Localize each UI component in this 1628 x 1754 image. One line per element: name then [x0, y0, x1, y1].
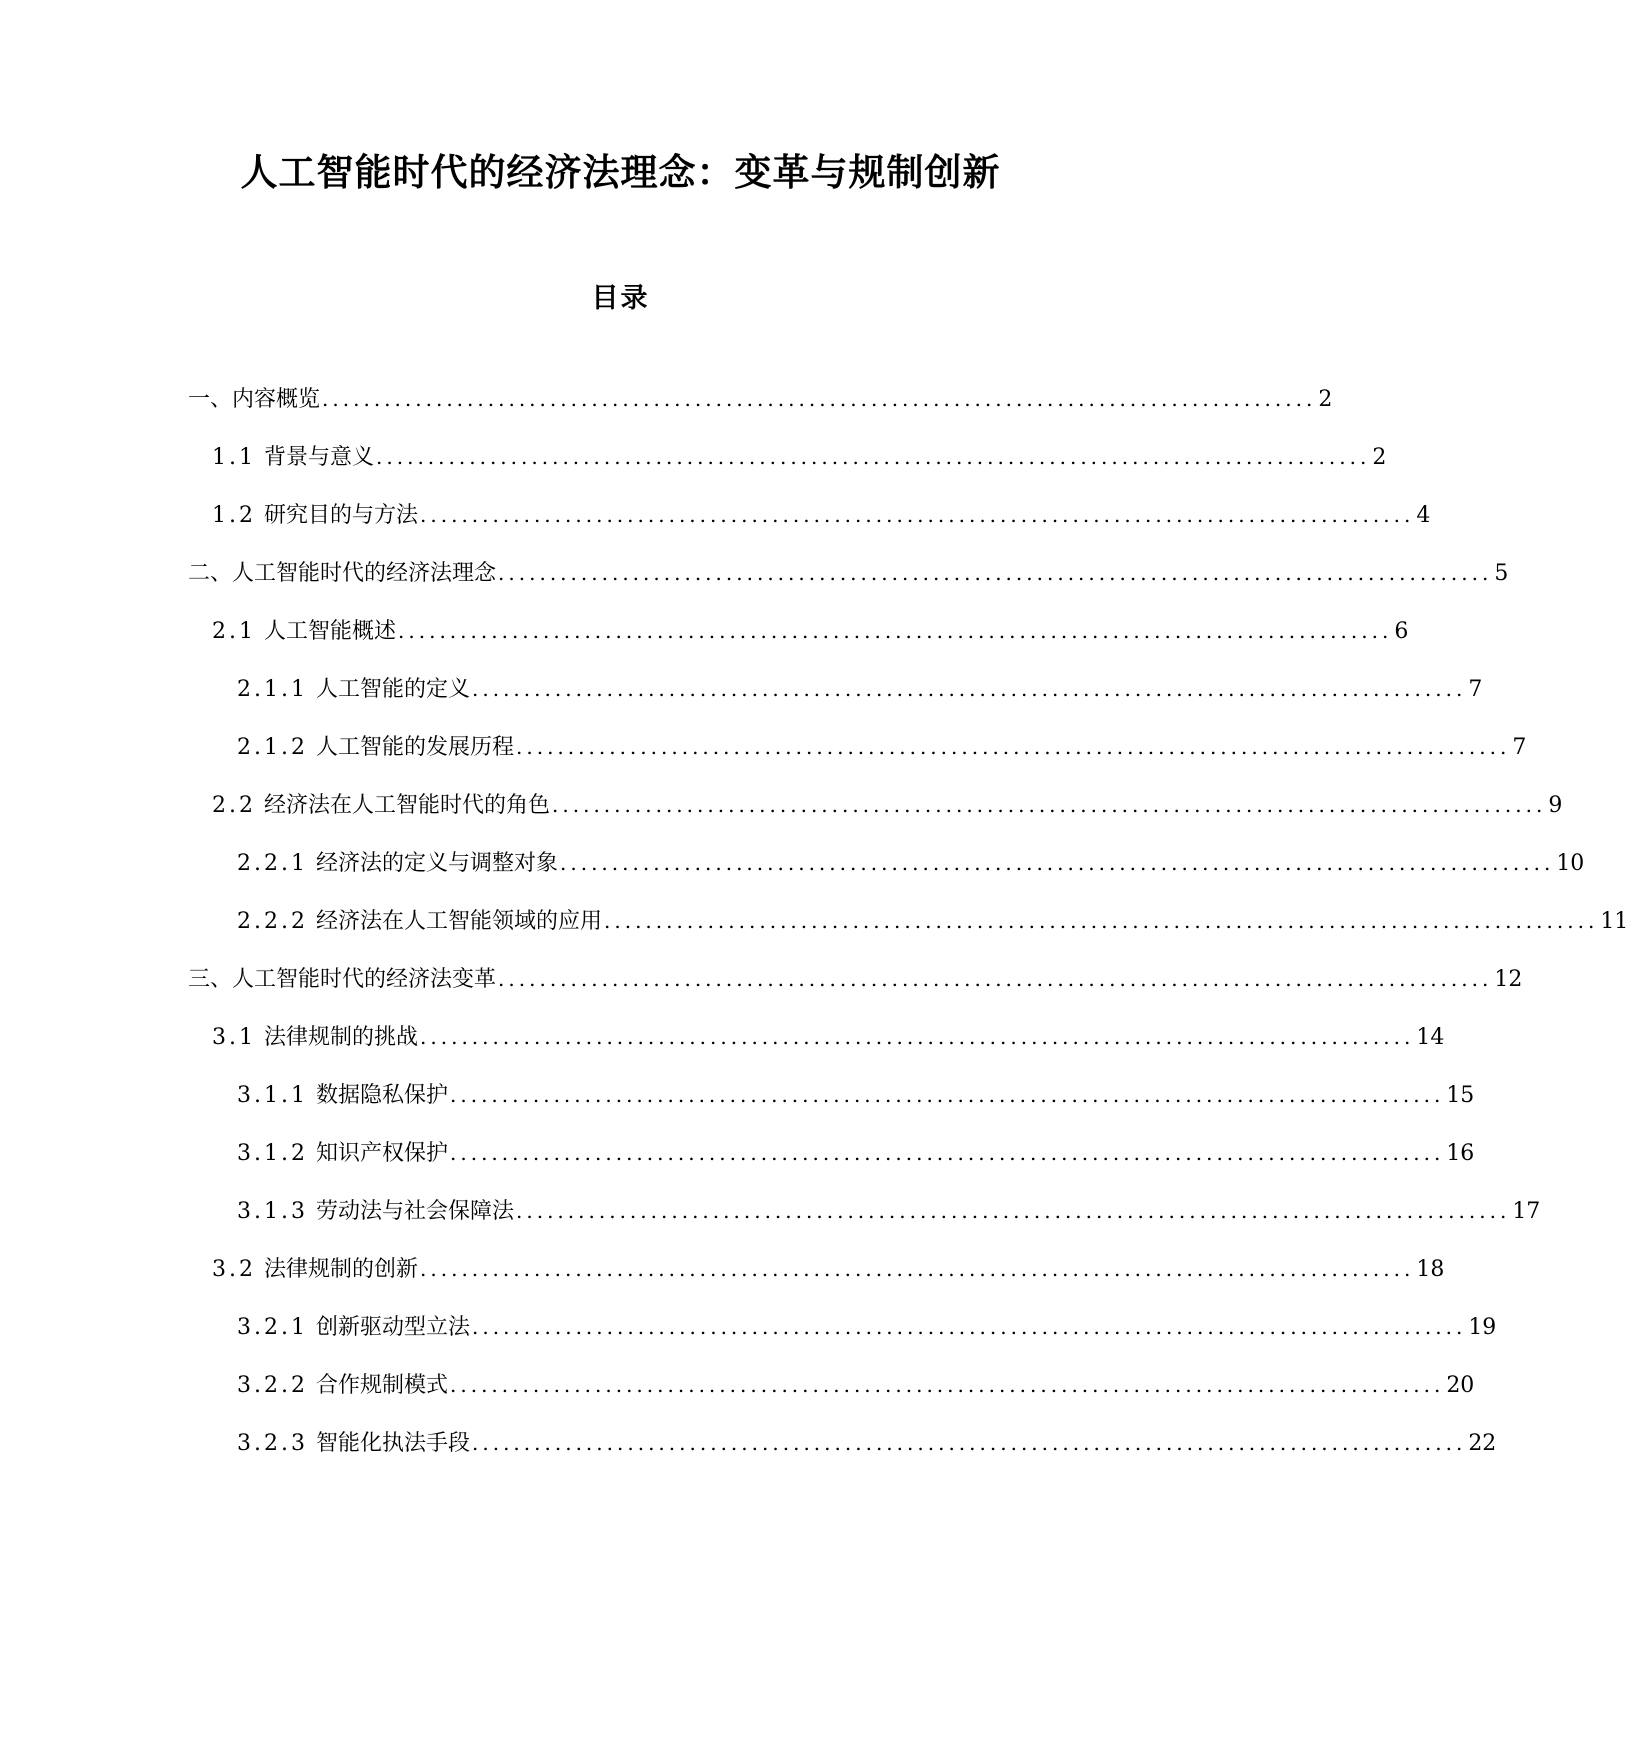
toc-entry-page: 6	[1394, 619, 1409, 644]
toc-entry[interactable]	[237, 1311, 1497, 1343]
toc-entry-number: 2.1.1	[237, 677, 308, 702]
toc-entry[interactable]	[212, 499, 1431, 531]
toc-entry-number: 1.1	[212, 445, 256, 470]
toc-entry-page: 9	[1548, 793, 1563, 818]
toc-entry-title: 劳动法与社会保障法	[315, 1199, 514, 1224]
toc-entry-title: 人工智能的发展历程	[315, 735, 514, 760]
toc-entry-number: 2.1	[212, 619, 256, 644]
toc-entry-title: 背景与意义	[264, 445, 375, 470]
dot-leader: ................................................................................................	[420, 1025, 1415, 1049]
toc-entry-title: 人工智能概述	[264, 619, 397, 644]
toc-entry-number: 3.2.2	[237, 1373, 308, 1398]
toc-entry-title: 经济法在人工智能领域的应用	[315, 909, 602, 934]
dot-leader: ................................................................................................	[322, 387, 1317, 411]
toc-entry-title: 内容概览	[232, 387, 321, 412]
toc-entry-page: 16	[1446, 1141, 1475, 1166]
toc-entry-title: 人工智能时代的经济法理念	[232, 561, 497, 586]
toc-entry[interactable]	[212, 789, 1563, 821]
toc-entry-page: 20	[1446, 1373, 1475, 1398]
toc-entry-number: 2.2.2	[237, 909, 308, 934]
toc-entry-number: 3.1.2	[237, 1141, 308, 1166]
toc-entry-number: 3.2.1	[237, 1315, 308, 1340]
toc-entry[interactable]	[237, 673, 1483, 705]
toc-entry-title: 经济法在人工智能时代的角色	[264, 793, 551, 818]
toc-entry-title: 数据隐私保护	[315, 1083, 448, 1108]
dot-leader: ................................................................................................	[450, 1083, 1445, 1107]
dot-leader: ................................................................................................	[472, 1315, 1467, 1339]
dot-leader: ................................................................................................	[420, 503, 1415, 527]
dot-leader: ................................................................................................	[376, 445, 1371, 469]
toc-entry-page: 15	[1446, 1083, 1475, 1108]
toc-entry-page: 5	[1494, 561, 1509, 586]
toc-entry-number: 二、	[188, 561, 233, 586]
toc-entry-number: 2.2.1	[237, 851, 308, 876]
toc-entry-title: 合作规制模式	[315, 1373, 448, 1398]
toc-entry-number: 1.2	[212, 503, 256, 528]
toc-entry-title: 知识产权保护	[315, 1141, 448, 1166]
toc-entry-page: 10	[1556, 851, 1585, 876]
toc-entry[interactable]	[237, 731, 1527, 763]
toc-entry[interactable]	[237, 1427, 1497, 1459]
toc-entry-number: 3.1	[212, 1025, 256, 1050]
toc-entry-number: 3.1.1	[237, 1083, 308, 1108]
dot-leader: ................................................................................................	[472, 677, 1467, 701]
toc-entry-number: 2.2	[212, 793, 256, 818]
toc-entry-title: 人工智能时代的经济法变革	[232, 967, 497, 992]
toc-entry-page: 7	[1512, 735, 1527, 760]
dot-leader: ................................................................................................	[472, 1431, 1467, 1455]
toc-entry-title: 法律规制的挑战	[264, 1025, 419, 1050]
dot-leader: ................................................................................................	[516, 1199, 1511, 1223]
dot-leader: ................................................................................................	[552, 793, 1547, 817]
toc-entry-page: 18	[1416, 1257, 1445, 1282]
toc-entry-page: 7	[1468, 677, 1483, 702]
toc-entry-page: 14	[1416, 1025, 1445, 1050]
toc-entry-number: 一、	[188, 387, 233, 412]
toc-heading: 目录	[591, 283, 650, 314]
toc-entry-page: 4	[1416, 503, 1431, 528]
toc-entry-page: 17	[1512, 1199, 1541, 1224]
toc-entry[interactable]	[237, 1079, 1475, 1111]
toc-entry-page: 2	[1318, 387, 1333, 412]
toc-entry[interactable]	[237, 1195, 1541, 1227]
toc-entry-number: 2.1.2	[237, 735, 308, 760]
toc-entry-title: 研究目的与方法	[264, 503, 419, 528]
toc-entry[interactable]	[237, 905, 1628, 937]
dot-leader: ................................................................................................	[498, 967, 1493, 991]
toc-entry-title: 经济法的定义与调整对象	[315, 851, 558, 876]
dot-leader: ................................................................................................	[450, 1141, 1445, 1165]
toc-entry-page: 12	[1494, 967, 1523, 992]
toc-entry-number: 三、	[188, 967, 233, 992]
dot-leader: ................................................................................................	[516, 735, 1511, 759]
dot-leader: ................................................................................................	[560, 851, 1555, 875]
toc-entry[interactable]	[212, 441, 1387, 473]
dot-leader: ................................................................................................	[498, 561, 1493, 585]
toc-entry-title: 智能化执法手段	[315, 1431, 470, 1456]
toc-entry[interactable]	[237, 1137, 1475, 1169]
dot-leader: ................................................................................................	[420, 1257, 1415, 1281]
toc-entry-title: 法律规制的创新	[264, 1257, 419, 1282]
toc-entry-page: 2	[1372, 445, 1387, 470]
toc-entry-title: 创新驱动型立法	[315, 1315, 470, 1340]
toc-entry-number: 3.1.3	[237, 1199, 308, 1224]
toc-entry-number: 3.2.3	[237, 1431, 308, 1456]
toc-entry[interactable]	[237, 847, 1585, 879]
toc-entry[interactable]	[188, 557, 1509, 589]
toc-entry-page: 22	[1468, 1431, 1497, 1456]
toc-entry[interactable]	[212, 615, 1409, 647]
toc-entry[interactable]	[212, 1021, 1445, 1053]
toc-entry-page: 19	[1468, 1315, 1497, 1340]
toc-entry-page: 11	[1600, 909, 1628, 934]
toc-entry[interactable]	[188, 383, 1333, 415]
dot-leader: ................................................................................................	[450, 1373, 1445, 1397]
toc-entry-title: 人工智能的定义	[315, 677, 470, 702]
toc-entry[interactable]	[188, 963, 1523, 995]
toc-entry[interactable]	[212, 1253, 1445, 1285]
toc-entry-number: 3.2	[212, 1257, 256, 1282]
dot-leader: ................................................................................................	[398, 619, 1393, 643]
document-title: 人工智能时代的经济法理念：变革与规制创新	[240, 150, 1001, 194]
dot-leader: ................................................................................................	[604, 909, 1599, 933]
toc-entry[interactable]	[237, 1369, 1475, 1401]
